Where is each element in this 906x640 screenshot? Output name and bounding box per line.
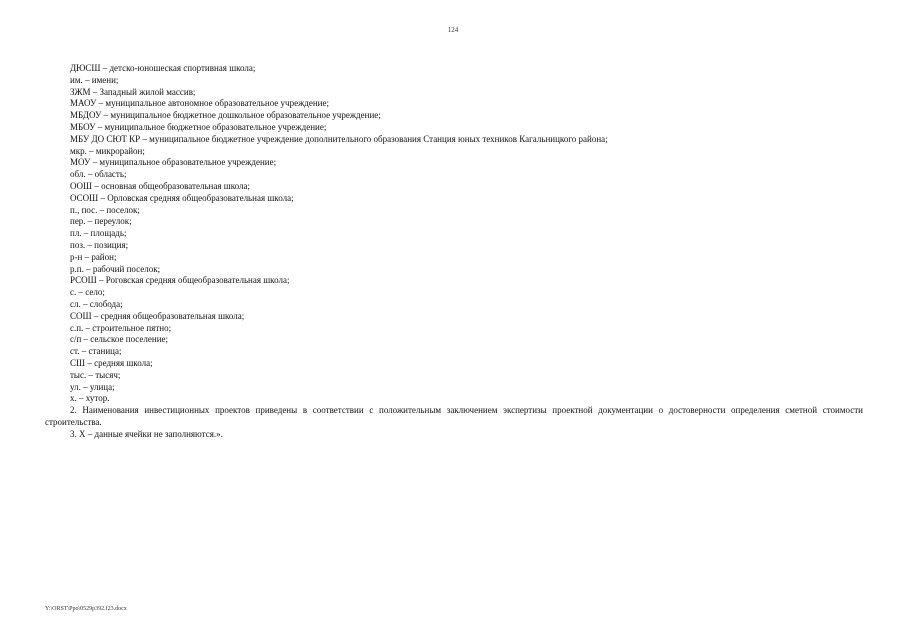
abbreviation-line: х. – хутор.: [70, 393, 110, 404]
abbreviation-line: им. – имени;: [70, 74, 119, 85]
abbreviation-line: пл. – площадь;: [70, 228, 127, 239]
abbreviation-line: СОШ – средняя общеобразовательная школа;: [70, 310, 245, 321]
abbreviation-line: МАОУ – муниципальное автономное образовательное учреждение;: [70, 98, 329, 109]
abbreviation-line: с/п – сельское поселение;: [70, 334, 169, 345]
abbreviation-line: обл. – область;: [70, 169, 127, 180]
abbreviation-line: ст. – станица;: [70, 346, 122, 357]
note-3: 3. Х – данные ячейки не заполняются.».: [70, 428, 223, 439]
abbreviation-line: мкр. – микрорайон;: [70, 145, 145, 156]
abbreviation-line: с. – село;: [70, 287, 105, 298]
abbreviation-line: МБДОУ – муниципальное бюджетное дошкольное образовательное учреждение;: [70, 110, 381, 121]
abbreviation-line: п., пос. – поселок;: [70, 204, 140, 215]
abbreviation-line: МБУ ДО СЮТ КР – муниципальное бюджетное учреждение дополнительного образования Станция юных техников Кагальницкого района;: [70, 133, 608, 144]
document-body: [45, 63, 863, 441]
page-number: 124: [447, 26, 459, 34]
abbreviation-line: РСОШ – Роговская средняя общеобразовательная школа;: [70, 275, 290, 286]
abbreviation-line: МОУ – муниципальное образовательное учреждение;: [70, 157, 277, 168]
file-path-footer: Y:\ORST\Ppo\0529p392.f23.docx: [45, 606, 127, 612]
abbreviation-line: ОСОШ – Орловская средняя общеобразовательная школа;: [70, 192, 294, 203]
abbreviation-line: р-н – район;: [70, 251, 117, 262]
note-2: 2. Наименования инвестиционных проектов приведены в соответствии с положительным заключением экспертизы проектной документации о достоверности определения сметной стоимости строительства.: [45, 405, 863, 427]
abbreviation-line: с.п. – строительное пятно;: [70, 322, 172, 333]
abbreviation-line: МБОУ – муниципальное бюджетное образовательное учреждение;: [70, 121, 327, 132]
abbreviation-line: пер. – переулок;: [70, 216, 132, 227]
abbreviation-line: р.п. – рабочий поселок;: [70, 263, 161, 274]
abbreviation-line: ДЮСШ – детско-юношеская спортивная школа;: [70, 63, 256, 73]
abbreviation-line: ЗЖМ – Западный жилой массив;: [70, 86, 196, 97]
abbreviation-line: сл. – слобода;: [70, 298, 123, 309]
abbreviation-line: СШ – средняя школа;: [70, 357, 153, 368]
abbreviation-line: ООШ – основная общеобразовательная школа;: [70, 180, 250, 191]
abbreviation-list: [45, 63, 863, 405]
abbreviation-line: поз. – позиция;: [70, 239, 129, 250]
abbreviation-line: тыс. – тысяч;: [70, 369, 121, 380]
abbreviation-line: ул. – улица;: [70, 381, 115, 392]
